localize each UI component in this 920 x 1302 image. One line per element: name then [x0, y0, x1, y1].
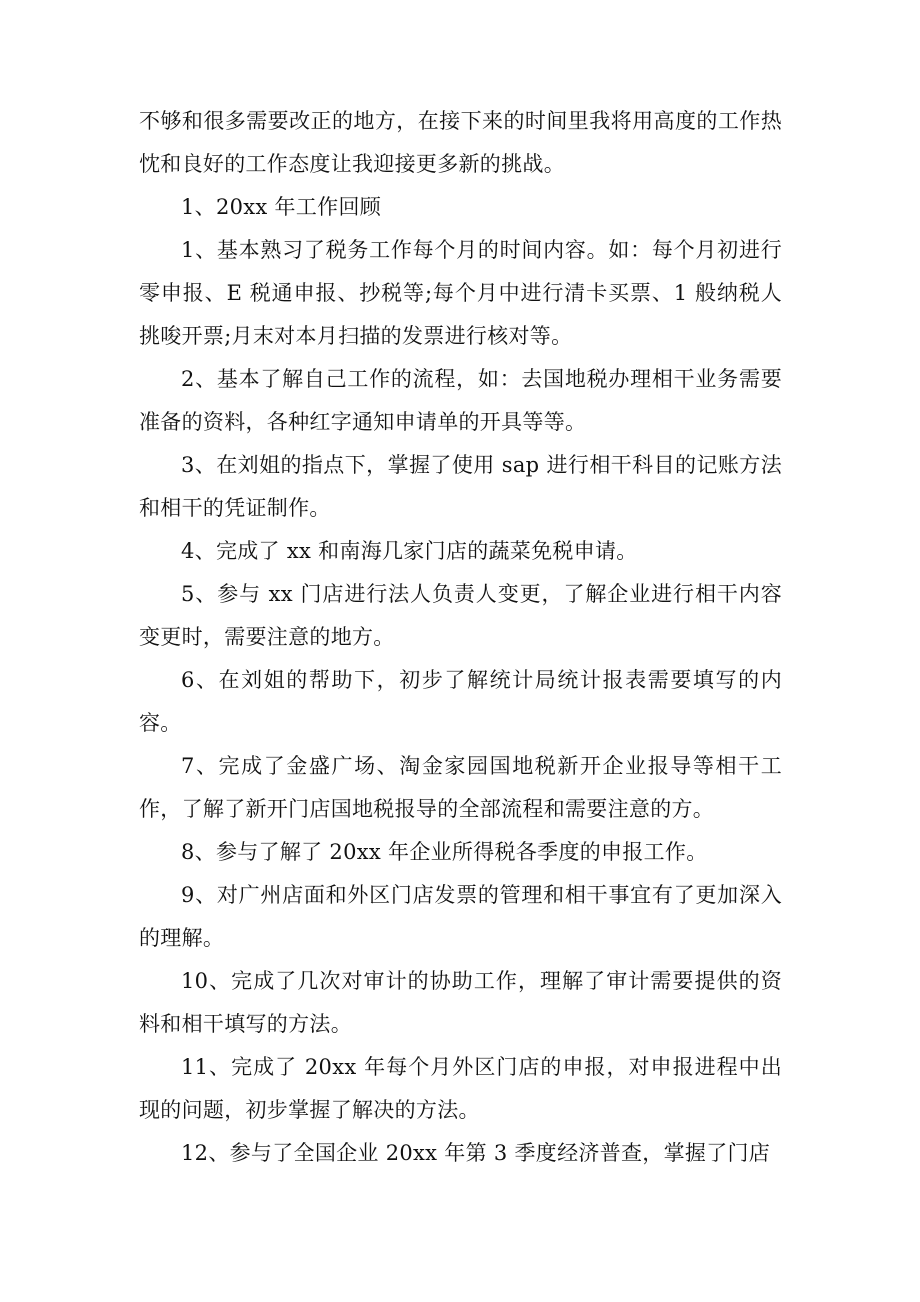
list-item-8: 8、参与了解了 20xx 年企业所得税各季度的申报工作。 — [181, 840, 708, 864]
list-item-10: 10、完成了几次对审计的协助工作，理解了审计需要提供的资料和相干填写的方法。 — [139, 969, 782, 1036]
list-item-4: 4、完成了 xx 和南海几家门店的蔬菜免税申请。 — [181, 539, 638, 563]
list-item-3: 3、在刘姐的指点下，掌握了使用 sap 进行相干科目的记账方法和相干的凭证制作。 — [139, 453, 782, 520]
document-body — [139, 100, 782, 1175]
list-item-11: 11、完成了 20xx 年每个月外区门店的申报，对申报进程中出现的问题，初步掌握了解决的方法。 — [139, 1055, 782, 1122]
section-heading: 1、20xx 年工作回顾 — [181, 195, 382, 219]
list-item-1: 1、基本熟习了税务工作每个月的时间内容。如：每个月初进行零申报、E 税通申报、抄税等;每个月中进行清卡买票、1 般纳税人挑唆开票;月末对本月扫描的发票进行核对等。 — [139, 238, 782, 348]
paragraph-continuation: 不够和很多需要改正的地方，在接下来的时间里我将用高度的工作热忱和良好的工作态度让我迎接更多新的挑战。 — [139, 109, 782, 176]
list-item-7: 7、完成了金盛广场、淘金家园国地税新开企业报导等相干工作，了解了新开门店国地税报导的全部流程和需要注意的方。 — [139, 754, 782, 821]
list-item-5: 5、参与 xx 门店进行法人负责人变更，了解企业进行相干内容变更时，需要注意的地方。 — [139, 582, 782, 649]
list-item-2: 2、基本了解自己工作的流程，如：去国地税办理相干业务需要准备的资料，各种红字通知申请单的开具等等。 — [139, 367, 782, 434]
list-item-9: 9、对广州店面和外区门店发票的管理和相干事宜有了更加深入的理解。 — [139, 883, 782, 950]
list-item-6: 6、在刘姐的帮助下，初步了解统计局统计报表需要填写的内容。 — [139, 668, 782, 735]
list-item-12: 12、参与了全国企业 20xx 年第 3 季度经济普查，掌握了门店 — [181, 1141, 771, 1165]
